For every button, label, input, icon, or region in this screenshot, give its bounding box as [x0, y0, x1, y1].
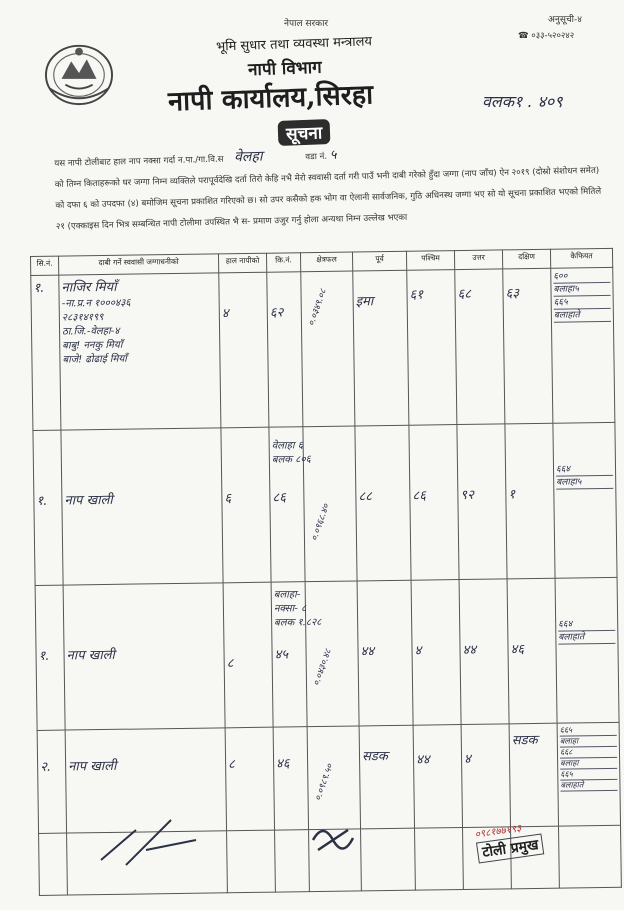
remark-line: ६६५ [560, 725, 617, 737]
cell-remarks [551, 267, 615, 423]
stamp-label: टोली प्रमुख [476, 833, 545, 863]
cell-east: इमा [353, 270, 409, 426]
nepal-emblem-icon [40, 40, 118, 108]
col-header: कैफियत [550, 248, 612, 268]
cell-sn: २. [37, 730, 66, 834]
reference-number: वलक१ . ४०९ [482, 92, 563, 111]
remark-line: बलाहाते [554, 309, 611, 323]
empty-cell [559, 825, 622, 888]
col-header: पूर्व [352, 251, 406, 271]
remark-line: ६०० [553, 270, 610, 284]
intro-text: यस नापी टोलीबाट हाल नाप नक्सा गर्दा न.पा./गा.वि.स [54, 154, 224, 169]
cell-map: ४ [219, 272, 269, 428]
col-header: कि.नं. [266, 253, 300, 272]
area-value: ०.०९६८.४० [309, 502, 332, 543]
claimant-line: २८३१४१९९ [61, 311, 104, 324]
remark-line: बलाहा [560, 758, 617, 770]
empty-cell [39, 833, 68, 895]
cell-west: ८६ [409, 425, 459, 581]
office-phone: ☎ ०३३-५२०२४२ [518, 31, 575, 41]
remark-line: ६६४ [558, 618, 615, 632]
cell-east: सडक [359, 725, 414, 829]
cell-kitta [269, 427, 311, 582]
cell-remarks [553, 422, 617, 578]
cell-north: ६८ [455, 269, 505, 425]
department-name: नापी विभाग [247, 57, 322, 81]
col-header: सि.नं. [31, 256, 59, 275]
cell-north: ९२ [457, 424, 507, 580]
notice-heading: सूचना [278, 119, 331, 146]
claimant-line: नाजिर मियाँ [61, 279, 117, 296]
cell-claimant: नाप खाली [65, 727, 226, 833]
cell-area [307, 726, 360, 830]
remark-line: बलाहा [560, 736, 617, 748]
cell-remarks [557, 722, 620, 826]
ward-number: ५ [329, 147, 337, 163]
note-line: वेलाहा ६ [271, 440, 303, 452]
cell-north: ४ [461, 724, 510, 828]
cell-west: ६१ [407, 270, 457, 426]
remark-line: ६६५ [554, 296, 611, 310]
col-header: दक्षिण [502, 249, 550, 269]
cell-south: ४६ [507, 578, 557, 723]
col-header: दाबी गर्ने स्ववासी जग्गाधनीको [59, 254, 219, 275]
cell-map: ८ [225, 727, 274, 831]
cell-sn: १. [35, 585, 65, 730]
col-header: पश्चिम [406, 251, 454, 271]
note-line: नक्सा- ८ [273, 603, 307, 615]
empty-cell [361, 828, 416, 891]
cell-claimant: नाप खाली [61, 428, 223, 585]
remark-line: बलाहाते [560, 780, 617, 792]
notice-body: को तिम्न किताहरूको घर जग्गा निम्न व्यक्तिले परापूर्वदेखि दर्ता तिरो केहि नभै मेरो स्ववासी दर्ता गरी पाउँ भनी दाबी गरेको हुँदा जग्गा (नाप जाँच) ऐन २०१९ (दोस्रो संशोधन समेत) को दफा ६ को उपदफा (४) बमोजिम सूचना प्रकाशित गरिएको छ। सो उपर कसैको हक भोग वा ऐलानी सार्वजनिक, गुठि अधिनस्थ जग्गा भए सो यो सूचना प्रकाशित भएको मितिले २१ (एक्काइस दिन भित्र सम्बन्धित नापी टोलीमा उपस्थित भै स- प्रमाण उजुर गर्नु होला अन्यथा निम्न उल्लेख भएका [54, 165, 602, 232]
note-line: बलक ८०६ [271, 454, 311, 466]
notice-paragraph [54, 137, 612, 238]
cell-kitta: ४६ [273, 726, 308, 830]
kitta-value: ४५ [274, 647, 289, 663]
table-row [31, 267, 615, 430]
ministry-name: भूमि सुधार तथा व्यवस्था मन्त्रालय [215, 34, 373, 55]
stamp-phone: ०९८१७७१९३ [474, 823, 523, 841]
empty-cell [415, 828, 464, 891]
remark-line: ६६८ [560, 747, 617, 759]
cell-south: १ [505, 423, 555, 579]
table-row [33, 422, 617, 585]
claims-table [30, 248, 622, 896]
cell-east: ४४ [357, 580, 413, 725]
cell-west: ४ [411, 580, 461, 725]
claimant-line: -ना.प्र.न १०००४३६ [61, 297, 131, 310]
signature-middle-icon [308, 820, 358, 860]
cell-claimant [59, 273, 221, 430]
remark-line: ६६४ [556, 463, 613, 477]
empty-cell [275, 830, 310, 892]
cell-east: ८८ [355, 425, 411, 581]
place-name: वेलहा [233, 148, 263, 166]
col-header: हाल नापीको [218, 253, 266, 273]
cell-south: सडक [509, 723, 558, 827]
cell-map: ८ [223, 582, 273, 727]
claimant-line: बाजे! ढोढाई मियाँ [62, 353, 127, 366]
claimant-line: बाबु! ननकु मियाँ [62, 339, 123, 352]
gov-label: नेपाल सरकार [284, 19, 329, 29]
cell-area [301, 271, 355, 427]
remark-line: बलाहा५ [556, 476, 613, 490]
remark-line: बलाहाते [558, 631, 615, 645]
cell-area [305, 581, 359, 726]
note-line: बलाहा- [273, 589, 301, 601]
office-name: नापी कार्यालय,सिरहा [167, 79, 374, 118]
area-value: ०.०९८९.५० [313, 762, 336, 803]
cell-sn: १. [31, 275, 61, 430]
cell-area [303, 426, 357, 582]
ward-label: वडा नं. [305, 151, 328, 163]
cell-map: ६ [221, 427, 271, 583]
table-row [35, 577, 619, 730]
area-value: ०.०३४९.०८ [306, 287, 329, 328]
kitta-value: ८६ [272, 490, 287, 506]
note-line: बलक १.८२८ [274, 616, 322, 629]
col-header: उत्तर [454, 250, 502, 270]
cell-south: ६३ [503, 268, 553, 424]
cell-west: ४४ [413, 724, 462, 828]
cell-claimant: नाप खाली [63, 583, 225, 730]
annex-label: अनुसूची-४ [548, 15, 582, 25]
remark-line: बलाहा५ [553, 283, 610, 297]
col-header: क्षेत्रफल [300, 252, 352, 272]
area-value: ०.०४३०.४८ [311, 647, 334, 688]
remark-line: ६६५ [560, 769, 617, 781]
cell-kitta [271, 582, 322, 727]
claims-table-wrapper [30, 248, 621, 896]
claimant-line: ठा.जि.-वेलहा-४ [61, 325, 120, 338]
empty-cell [227, 830, 276, 893]
cell-north: ४४ [459, 579, 509, 724]
cell-sn: १. [33, 430, 63, 585]
cell-kitta: ६२ [267, 272, 303, 427]
signature-left-icon [96, 810, 206, 870]
cell-remarks [555, 577, 619, 723]
